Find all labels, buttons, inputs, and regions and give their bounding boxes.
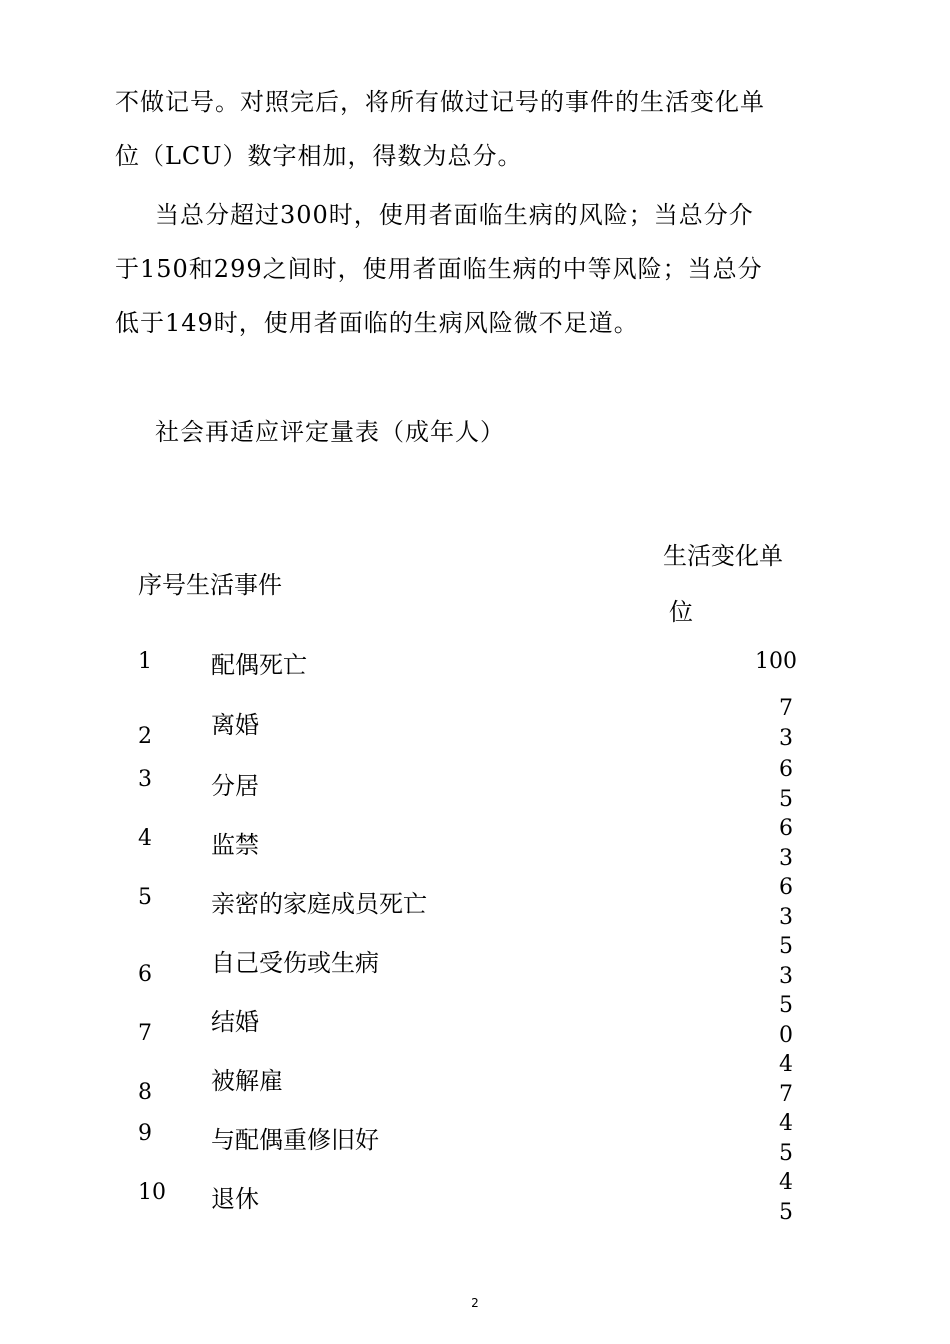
row-lcu-value: 50 bbox=[779, 993, 793, 1048]
page-number: 2 bbox=[471, 1296, 479, 1310]
row-number: 1 bbox=[138, 649, 152, 674]
row-event: 与配偶重修旧好 bbox=[211, 1126, 379, 1154]
row-lcu-value: 45 bbox=[779, 1170, 793, 1225]
paragraph-line: 当总分超过300时，使用者面临生病的风险；当总分介 bbox=[155, 201, 754, 229]
row-lcu-value: 73 bbox=[779, 696, 793, 751]
table-header-events: 序号生活事件 bbox=[138, 571, 282, 599]
row-number: 3 bbox=[138, 767, 152, 792]
row-number: 2 bbox=[138, 724, 152, 749]
row-lcu-value: 63 bbox=[779, 816, 793, 871]
row-number: 10 bbox=[138, 1180, 166, 1205]
row-event: 监禁 bbox=[211, 831, 259, 859]
row-event: 被解雇 bbox=[211, 1067, 283, 1095]
row-number: 6 bbox=[138, 962, 152, 987]
row-event: 分居 bbox=[211, 772, 259, 800]
table-row bbox=[0, 1105, 950, 1164]
paragraph-line: 位（LCU）数字相加，得数为总分。 bbox=[115, 142, 523, 170]
table-row bbox=[0, 1164, 950, 1223]
table-row bbox=[0, 928, 950, 987]
row-event: 结婚 bbox=[211, 1008, 259, 1036]
row-event: 配偶死亡 bbox=[211, 651, 307, 679]
paragraph-line: 不做记号。对照完后，将所有做过记号的事件的生活变化单 bbox=[115, 88, 765, 116]
paragraph-line: 于150和299之间时，使用者面临生病的中等风险；当总分 bbox=[115, 255, 763, 283]
table-row bbox=[0, 810, 950, 869]
row-number: 7 bbox=[138, 1021, 152, 1046]
table-row bbox=[0, 690, 950, 749]
table-row bbox=[0, 869, 950, 928]
paragraph-line: 低于149时，使用者面临的生病风险微不足道。 bbox=[115, 309, 639, 337]
row-event: 退休 bbox=[211, 1185, 259, 1213]
row-lcu-value: 45 bbox=[779, 1111, 793, 1166]
row-number: 9 bbox=[138, 1121, 152, 1146]
row-event: 自己受伤或生病 bbox=[211, 949, 379, 977]
table-title: 社会再适应评定量表（成年人） bbox=[155, 418, 505, 446]
row-lcu-value: 63 bbox=[779, 875, 793, 930]
row-number: 8 bbox=[138, 1080, 152, 1105]
table-row bbox=[0, 751, 950, 810]
table-row bbox=[0, 987, 950, 1046]
row-lcu-value: 53 bbox=[779, 934, 793, 989]
table-row bbox=[0, 1046, 950, 1105]
row-number: 4 bbox=[138, 826, 152, 851]
row-lcu-value: 100 bbox=[755, 649, 797, 674]
row-number: 5 bbox=[138, 885, 152, 910]
row-lcu-value: 47 bbox=[779, 1052, 793, 1107]
row-lcu-value: 65 bbox=[779, 757, 793, 812]
table-header-lcu: 生活变化单 位 bbox=[663, 542, 783, 626]
row-event: 离婚 bbox=[211, 711, 259, 739]
row-event: 亲密的家庭成员死亡 bbox=[211, 890, 427, 918]
